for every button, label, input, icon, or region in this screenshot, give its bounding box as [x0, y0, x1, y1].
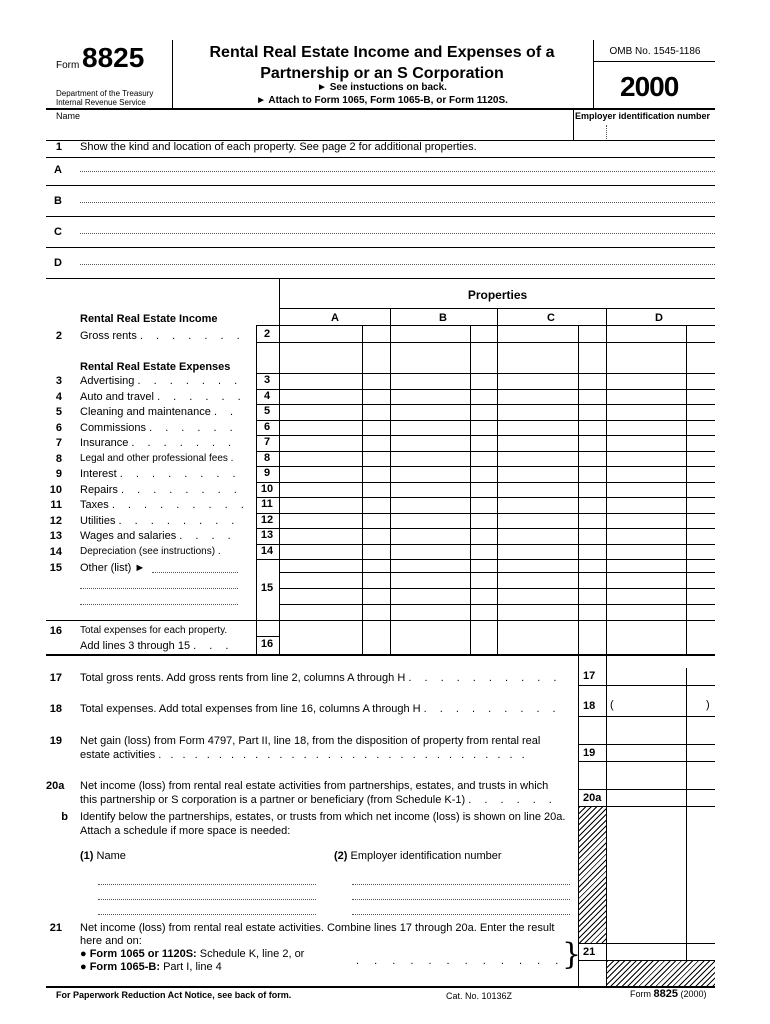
line-21-brace: } [562, 937, 582, 972]
line-10-box: 10 [260, 482, 274, 495]
footer-paperwork-notice: For Paperwork Reduction Act Notice, see back of form. [56, 990, 292, 1000]
property-c-field[interactable] [80, 233, 715, 234]
partner-name-field-3[interactable] [98, 914, 316, 915]
form-subtitle-1: ► See instuctions on back. [317, 82, 447, 93]
other-list-field-1[interactable] [152, 572, 238, 573]
line-6-text: Commissions . . . . . . [80, 421, 238, 434]
line-9-box: 9 [263, 467, 271, 479]
line-5-number: 5 [55, 406, 62, 418]
partner-ein-field-3[interactable] [352, 914, 570, 915]
line-17-box: 17 [583, 670, 596, 682]
line-3-text: Advertising . . . . . . . [80, 375, 243, 387]
line-8-number: 8 [55, 452, 62, 465]
line-6-number: 6 [55, 421, 62, 434]
shaded-area-2 [607, 961, 715, 986]
line-14-number: 14 [49, 545, 62, 558]
other-list-field-2[interactable] [80, 588, 238, 589]
line-11-box: 11 [261, 498, 273, 510]
line-6-box: 6 [263, 420, 271, 433]
dept-line2: Internal Revenue Service [56, 98, 146, 107]
form-subtitle-2: ► Attach to Form 1065, Form 1065-B, or Form 1120S. [256, 95, 508, 106]
property-d-field[interactable] [80, 264, 715, 265]
line-21-text1: Net income (loss) from rental real estate activities. Combine lines 17 through 20a. Enter the result [80, 922, 555, 934]
line-11-text: Taxes . . . . . . . . . [80, 499, 249, 511]
line-15-number: 15 [49, 562, 62, 574]
form-title-line1: Rental Real Estate Income and Expenses of a [209, 44, 555, 61]
line-2-text: Gross rents . . . . . . . [80, 330, 245, 342]
row-b-label: B [54, 195, 62, 207]
line-18-open-paren: ( [610, 699, 614, 711]
line-11-number: 11 [50, 499, 62, 511]
line-14-text: Depreciation (see instructions) . [80, 545, 226, 557]
ein-field[interactable] [575, 122, 715, 139]
line-16-box: 16 [260, 638, 274, 650]
row-a-label: A [54, 164, 62, 176]
row-d-label: D [54, 257, 62, 269]
line-21-bullet-1: ● Form 1065 or 1120S: Schedule K, line 2, or [80, 948, 305, 960]
line-2-box: 2 [263, 328, 271, 340]
line-19-number: 19 [49, 735, 62, 747]
property-a-field[interactable] [80, 171, 715, 172]
line-21-bullet-2: ● Form 1065-B: Part I, line 4 [80, 961, 222, 973]
line-15-box: 15 [260, 582, 274, 594]
line-18-text: Total expenses. Add total expenses from line 16, columns A through H . . . . . . . . . [80, 703, 561, 715]
line-20a-text1: Net income (loss) from rental real estate activities from partnerships, estates, and trusts in which [80, 780, 549, 792]
omb-number: OMB No. 1545-1186 [609, 46, 701, 57]
line-4-number: 4 [55, 390, 62, 403]
partner-name-field-2[interactable] [98, 899, 316, 900]
col-2-ein-header: (2) Employer identification number [334, 850, 502, 862]
line-18-box: 18 [583, 700, 596, 712]
line-20b-number: b [61, 811, 68, 823]
line-13-text: Wages and salaries . . . . [80, 530, 236, 542]
line-17-text: Total gross rents. Add gross rents from line 2, columns A through H . . . . . . . . . . [80, 672, 562, 684]
form-number: 8825 [82, 42, 145, 73]
col-c-header: C [547, 312, 555, 324]
partner-ein-field-2[interactable] [352, 899, 570, 900]
line-12-number: 12 [49, 514, 62, 527]
line-16-text1: Total expenses for each property. [80, 625, 228, 636]
line-13-number: 13 [49, 530, 62, 542]
form-title-line2: Partnership or an S Corporation [260, 65, 504, 82]
partner-name-field-1[interactable] [98, 884, 316, 885]
name-field[interactable] [46, 122, 572, 139]
line-4-box: 4 [263, 389, 271, 402]
line-8-text: Legal and other professional fees . [80, 452, 239, 464]
line-8-box: 8 [263, 451, 271, 464]
shaded-area [579, 807, 606, 943]
line-20a-number: 20a [46, 780, 65, 792]
line-10-text: Repairs . . . . . . . . [80, 483, 242, 496]
ein-label: Employer identification number [575, 111, 711, 121]
line-21-text2: here and on: [80, 935, 142, 947]
line-19-text1: Net gain (loss) from Form 4797, Part II, line 18, from the disposition of property from rental real [80, 735, 541, 747]
line-20a-box: 20a [583, 792, 602, 804]
line-7-text: Insurance . . . . . . . [80, 437, 237, 449]
dept-line1: Department of the Treasury [56, 89, 154, 98]
footer-cat-number: Cat. No. 10136Z [446, 991, 513, 1001]
partner-ein-field-1[interactable] [352, 884, 570, 885]
line-10-number: 10 [49, 483, 62, 496]
other-list-field-3[interactable] [80, 604, 238, 605]
line-21-box: 21 [583, 946, 596, 958]
expenses-heading: Rental Real Estate Expenses [80, 361, 231, 373]
row-c-label: C [54, 226, 62, 238]
property-b-field[interactable] [80, 202, 715, 203]
line-19-field[interactable] [607, 744, 715, 760]
line-21-field[interactable] [607, 944, 715, 960]
line-9-number: 9 [55, 468, 62, 480]
line-20a-field[interactable] [607, 789, 715, 805]
line-18-number: 18 [49, 703, 62, 715]
income-heading: Rental Real Estate Income [80, 313, 218, 325]
line-17-number: 17 [49, 672, 62, 684]
line-21-dots: . . . . . . . . . . . . [356, 955, 565, 967]
col-1-name-header: (1) Name [80, 850, 126, 862]
line-4-text: Auto and travel . . . . . . [80, 390, 246, 403]
line-15-text: Other (list) ► [80, 562, 146, 574]
form-label: Form [56, 60, 80, 71]
properties-title: Properties [467, 288, 528, 302]
tax-year: 2000 [620, 71, 679, 102]
line-20b-text2: Attach a schedule if more space is needed: [80, 825, 291, 837]
line-1-text: Show the kind and location of each property. See page 2 for additional properties. [80, 141, 477, 153]
line-12-text: Utilities . . . . . . . . [80, 514, 240, 527]
line-20a-text2: this partnership or S corporation is a partner or beneficiary (from Schedule K-1) . . . . . . [80, 794, 557, 806]
line-14-box: 14 [260, 544, 274, 557]
line-3-box: 3 [263, 374, 271, 386]
line-16-number: 16 [49, 625, 62, 637]
col-d-header: D [655, 312, 663, 324]
line-17-field[interactable] [607, 669, 715, 685]
line-2-number: 2 [55, 330, 62, 342]
line-1-number: 1 [55, 141, 62, 153]
footer-form-ref: Form 8825 (2000) [630, 988, 707, 1000]
line-21-number: 21 [49, 922, 62, 934]
line-20b-text1: Identify below the partnerships, estates, or trusts from which net income (loss) is shown on line 20a. [80, 811, 566, 823]
line-7-box: 7 [263, 436, 271, 448]
line-7-number: 7 [55, 437, 62, 449]
line-19-text2: estate activities . . . . . . . . . . . . . . . . . . . . . . . . . . . . . . . [80, 749, 528, 761]
line-18-close-paren: ) [706, 699, 710, 711]
name-label: Name [56, 111, 81, 121]
line-13-box: 13 [260, 529, 274, 541]
line-5-box: 5 [263, 405, 271, 417]
line-9-text: Interest . . . . . . . . [80, 468, 241, 480]
line-3-number: 3 [55, 375, 62, 387]
line-18-field[interactable] [615, 699, 705, 715]
col-a-header: A [331, 312, 339, 324]
col-b-header: B [439, 312, 447, 324]
line-19-box: 19 [583, 747, 596, 759]
line-16-text2: Add lines 3 through 15 . . . [80, 640, 234, 652]
line-12-box: 12 [260, 513, 274, 526]
line-5-text: Cleaning and maintenance . . [80, 406, 239, 418]
